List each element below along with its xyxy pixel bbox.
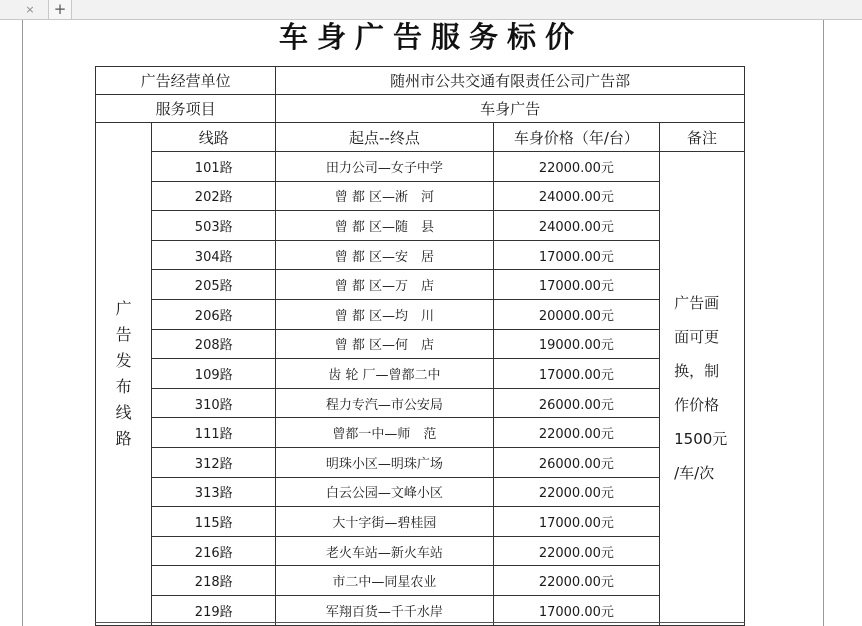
table-row xyxy=(96,211,745,241)
cell-path: 齿 轮 厂—曾都二中 xyxy=(276,359,493,389)
remarks-line: 面可更 xyxy=(674,328,720,347)
section-label-char: 线 xyxy=(115,402,132,422)
cell-path: 军翔百货—千千水岸 xyxy=(276,595,493,625)
remarks-cell xyxy=(660,152,745,626)
section-label-char: 广 xyxy=(115,298,132,318)
header-remarks: 备注 xyxy=(660,123,745,152)
cell-path: 市二中—同星农业 xyxy=(276,566,493,596)
table-row xyxy=(96,270,745,300)
cell-price: 17000.00元 xyxy=(493,595,659,625)
cell-route: 218路 xyxy=(152,566,276,596)
cell-route: 205路 xyxy=(152,270,276,300)
cell-route: 111路 xyxy=(152,418,276,448)
cell-path: 曾 都 区—均 川 xyxy=(276,299,493,329)
section-label-char: 路 xyxy=(115,428,132,448)
price-table xyxy=(95,66,745,626)
cell-route: 304路 xyxy=(152,240,276,270)
cell-path: 明珠小区—明珠广场 xyxy=(276,447,493,477)
cell-path: 曾 都 区—安 居 xyxy=(276,240,493,270)
remarks-line: 广告画 xyxy=(674,294,720,313)
cell-route: 312路 xyxy=(152,447,276,477)
new-tab-button[interactable]: + xyxy=(48,0,72,19)
cell-route: 313路 xyxy=(152,477,276,507)
cell-route: 109路 xyxy=(152,359,276,389)
tab-bar xyxy=(0,0,862,20)
cell-price: 22000.00元 xyxy=(493,152,659,182)
cell-route: 219路 xyxy=(152,595,276,625)
cell-path: 白云公园—文峰小区 xyxy=(276,477,493,507)
table-row xyxy=(96,388,745,418)
cell-price: 17000.00元 xyxy=(493,270,659,300)
cell-path: 曾都一中—师 范 xyxy=(276,418,493,448)
section-label xyxy=(96,123,152,626)
table-row xyxy=(96,359,745,389)
section-label-char: 告 xyxy=(115,324,132,344)
cell-path: 曾 都 区—淅 河 xyxy=(276,181,493,211)
table-row xyxy=(96,566,745,596)
cell-price: 22000.00元 xyxy=(493,536,659,566)
cell-price: 26000.00元 xyxy=(493,447,659,477)
cell-price: 17000.00元 xyxy=(493,507,659,537)
operator-label: 广告经营单位 xyxy=(96,67,276,95)
table-row xyxy=(96,536,745,566)
cell-route: 310路 xyxy=(152,388,276,418)
cell-path: 曾 都 区—万 店 xyxy=(276,270,493,300)
cell-route: 202路 xyxy=(152,181,276,211)
cell-path: 曾 都 区—何 店 xyxy=(276,329,493,359)
table-row xyxy=(96,477,745,507)
service-label: 服务项目 xyxy=(96,95,276,123)
table-row xyxy=(96,152,745,182)
cell-price: 17000.00元 xyxy=(493,359,659,389)
info-row-service xyxy=(96,95,745,123)
header-price: 车身价格（年/台） xyxy=(493,123,659,152)
operator-value: 随州市公共交通有限责任公司广告部 xyxy=(276,67,745,95)
table-row xyxy=(96,240,745,270)
cell-route: 503路 xyxy=(152,211,276,241)
cell-path: 程力专汽—市公安局 xyxy=(276,388,493,418)
cell-price: 24000.00元 xyxy=(493,211,659,241)
cell-route: 101路 xyxy=(152,152,276,182)
table-row xyxy=(96,299,745,329)
table-row xyxy=(96,507,745,537)
page-title: 车身广告服务标价 xyxy=(278,20,583,54)
cell-price: 26000.00元 xyxy=(493,388,659,418)
header-path: 起点--终点 xyxy=(276,123,493,152)
table-row xyxy=(96,418,745,448)
cell-price: 17000.00元 xyxy=(493,240,659,270)
table-row xyxy=(96,447,745,477)
cell-price: 24000.00元 xyxy=(493,181,659,211)
cell-price: 19000.00元 xyxy=(493,329,659,359)
cell-price: 20000.00元 xyxy=(493,299,659,329)
cell-path: 田力公司—女子中学 xyxy=(276,152,493,182)
bottom-rule xyxy=(95,622,745,623)
header-row xyxy=(96,123,745,152)
info-row-operator xyxy=(96,67,745,95)
service-value: 车身广告 xyxy=(276,95,745,123)
cell-price: 22000.00元 xyxy=(493,566,659,596)
cell-price: 22000.00元 xyxy=(493,477,659,507)
cell-path: 老火车站—新火车站 xyxy=(276,536,493,566)
remarks-line: 换，制 xyxy=(674,362,720,381)
remarks-line: /车/次 xyxy=(674,464,715,483)
remarks-line: 作价格 xyxy=(674,396,720,415)
cell-route: 216路 xyxy=(152,536,276,566)
cell-route: 208路 xyxy=(152,329,276,359)
table-row xyxy=(96,329,745,359)
cell-path: 大十字街—碧桂园 xyxy=(276,507,493,537)
table-row xyxy=(96,181,745,211)
remarks-line: 1500元 xyxy=(674,430,728,449)
table-row xyxy=(96,595,745,625)
section-label-char: 布 xyxy=(115,376,132,396)
cell-route: 115路 xyxy=(152,507,276,537)
close-tab-icon[interactable]: × xyxy=(25,3,35,16)
section-label-char: 发 xyxy=(115,350,132,370)
cell-price: 22000.00元 xyxy=(493,418,659,448)
cell-path: 曾 都 区—随 县 xyxy=(276,211,493,241)
header-route: 线路 xyxy=(152,123,276,152)
cell-route: 206路 xyxy=(152,299,276,329)
